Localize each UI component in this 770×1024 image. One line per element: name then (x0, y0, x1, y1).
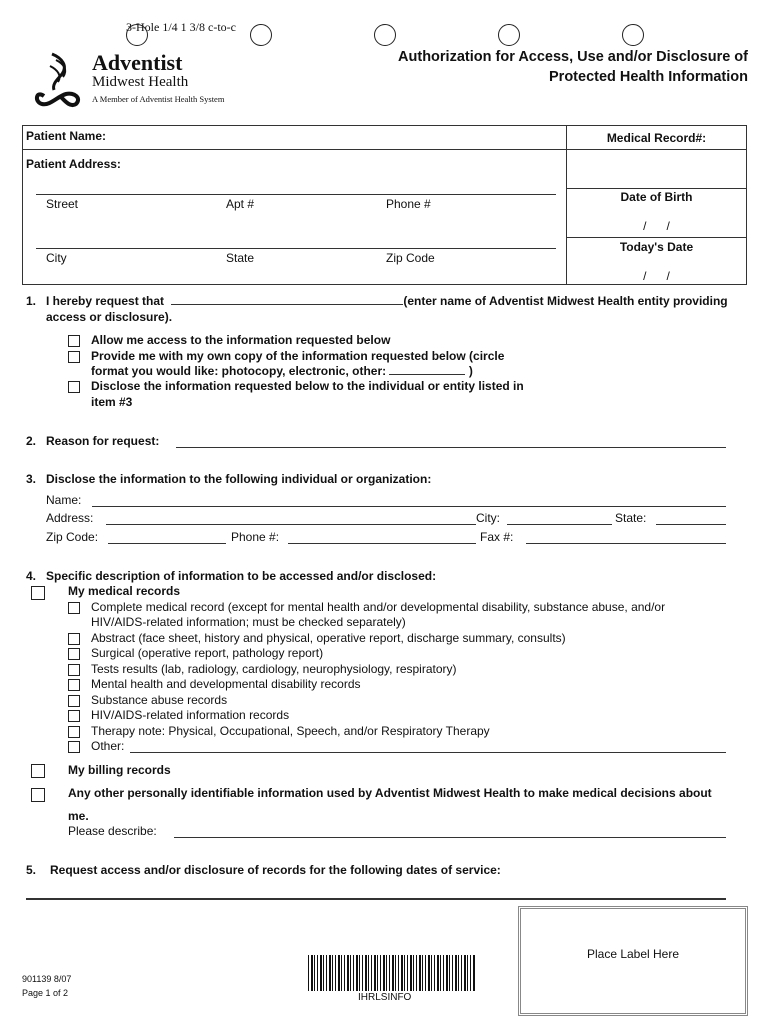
state-caption: State (226, 251, 255, 265)
record-item-label: Substance abuse records (91, 693, 228, 707)
provide-copy-checkbox[interactable] (68, 351, 80, 363)
patient-name-label: Patient Name: (26, 129, 107, 143)
logo-mark-icon (30, 50, 92, 112)
recipient-city-field[interactable] (507, 524, 612, 525)
record-item-label: Abstract (face sheet, history and physical, operative report, discharge summary, consults) (91, 631, 566, 645)
hole-punch-note: 3-Hole 1/4 1 3/8 c-to-c (126, 20, 236, 34)
section1-number: 1. (26, 294, 37, 308)
zip-caption: Zip Code (386, 251, 435, 265)
describe-label: Please describe: (68, 824, 157, 838)
logo-name: Adventist (92, 50, 183, 75)
recipient-phone-label: Phone #: (231, 530, 280, 544)
record-item-checkbox[interactable] (68, 710, 80, 722)
logo-subname: Midwest Health (92, 74, 189, 90)
page-number: Page 1 of 2 (22, 988, 69, 998)
page-title: Authorization for Access, Use and/or Disclosure of Protected Health Information (398, 49, 748, 85)
other-records-field[interactable] (130, 752, 726, 753)
street-caption: Street (46, 197, 79, 211)
disclose-checkbox[interactable] (68, 381, 80, 393)
recipient-zip-field[interactable] (108, 543, 226, 544)
medical-records-checkbox[interactable] (31, 586, 45, 600)
recipient-zip-label: Zip Code: (46, 530, 99, 544)
record-item-label: Mental health and developmental disability records (91, 677, 361, 691)
barcode (308, 955, 476, 991)
recipient-fax-label: Fax #: (480, 530, 514, 544)
medical-record-label: Medical Record#: (606, 131, 707, 145)
allow-access-label: Allow me access to the information requested below (91, 333, 391, 347)
record-item-checkbox[interactable] (68, 679, 80, 691)
record-item-label: Other: (91, 739, 125, 753)
section2-number: 2. (26, 434, 37, 448)
city-caption: City (46, 251, 67, 265)
describe-field[interactable] (174, 837, 726, 838)
record-item-label-cont: HIV/AIDS-related information; must be checked separately) (91, 615, 406, 629)
recipient-state-field[interactable] (656, 524, 726, 525)
provide-copy-label: Provide me with my own copy of the information requested below (circle (91, 349, 505, 363)
reason-field[interactable] (176, 447, 726, 448)
record-item-checkbox[interactable] (68, 726, 80, 738)
street-line[interactable] (36, 194, 556, 195)
city-line[interactable] (36, 248, 556, 249)
logo-tagline: A Member of Adventist Health System (92, 94, 225, 104)
record-item-label: Therapy note: Physical, Occupational, Speech, and/or Respiratory Therapy (91, 724, 490, 738)
record-item-checkbox[interactable] (68, 648, 80, 660)
record-item-checkbox[interactable] (68, 695, 80, 707)
medical-records-label: My medical records (68, 584, 181, 598)
phone-caption: Phone # (386, 197, 431, 211)
hole-punch-marker (622, 24, 644, 46)
form-number: 901139 8/07 (22, 974, 72, 984)
apt-caption: Apt # (226, 197, 255, 211)
other-info-label-cont: me. (68, 809, 89, 823)
recipient-city-label: City: (476, 511, 500, 525)
section5-number: 5. (26, 863, 37, 877)
allow-access-checkbox[interactable] (68, 335, 80, 347)
section5-label: Request access and/or disclosure of records for the following dates of service: (50, 863, 501, 877)
label-area (518, 906, 748, 1016)
record-item-checkbox[interactable] (68, 633, 80, 645)
hole-punch-marker (498, 24, 520, 46)
logo (30, 50, 240, 110)
patient-address-label: Patient Address: (26, 157, 121, 171)
record-item-label: HIV/AIDS-related information records (91, 708, 290, 722)
section4-number: 4. (26, 569, 37, 583)
section1-text: I hereby request that (enter name of Adventist Midwest Health entity providing (46, 294, 728, 308)
record-item-label: Complete medical record (except for mental health and/or developmental disability, substance abuse, and/or (91, 600, 666, 614)
entity-name-field[interactable] (171, 294, 403, 305)
hole-punch-marker (126, 24, 148, 46)
dates-of-service-field[interactable] (26, 898, 726, 900)
record-item-label: Tests results (lab, radiology, cardiology, neurophysiology, respiratory) (91, 662, 457, 676)
recipient-fax-field[interactable] (526, 543, 726, 544)
recipient-state-label: State: (615, 511, 647, 525)
disclose-label-cont: item #3 (91, 395, 133, 409)
record-item-checkbox[interactable] (68, 664, 80, 676)
other-info-label: Any other personally identifiable information used by Adventist Midwest Health to make medical decisions about (68, 786, 712, 800)
record-item-checkbox[interactable] (68, 741, 80, 753)
disclose-label: Disclose the information requested below to the individual or entity listed in (91, 379, 524, 393)
section1-text-cont: access or disclosure). (46, 310, 173, 324)
section3-number: 3. (26, 472, 37, 486)
hole-punch-marker (250, 24, 272, 46)
section3-label: Disclose the information to the following individual or organization: (46, 472, 432, 486)
record-item-checkbox[interactable] (68, 602, 80, 614)
reason-label: Reason for request: (46, 434, 160, 448)
dob-field[interactable]: / / (643, 219, 670, 233)
other-info-checkbox[interactable] (31, 788, 45, 802)
billing-records-checkbox[interactable] (31, 764, 45, 778)
other-format-field[interactable] (389, 364, 465, 375)
recipient-address-field[interactable] (106, 524, 476, 525)
todays-date-field[interactable]: / / (643, 269, 670, 283)
recipient-name-label: Name: (46, 493, 82, 507)
todays-date-label: Today's Date (619, 240, 694, 254)
barcode-text: IHRLSINFO (358, 992, 412, 1003)
hole-punch-marker (374, 24, 396, 46)
recipient-address-label: Address: (46, 511, 94, 525)
label-area-text: Place Label Here (586, 947, 680, 961)
record-item-label: Surgical (operative report, pathology report) (91, 646, 324, 660)
section4-label: Specific description of information to be accessed and/or disclosed: (46, 569, 437, 583)
recipient-name-field[interactable] (92, 506, 726, 507)
dob-label: Date of Birth (620, 190, 693, 204)
billing-records-label: My billing records (68, 763, 171, 777)
recipient-phone-field[interactable] (288, 543, 476, 544)
provide-copy-label-cont: format you would like: photocopy, electronic, other: ) (91, 364, 473, 378)
